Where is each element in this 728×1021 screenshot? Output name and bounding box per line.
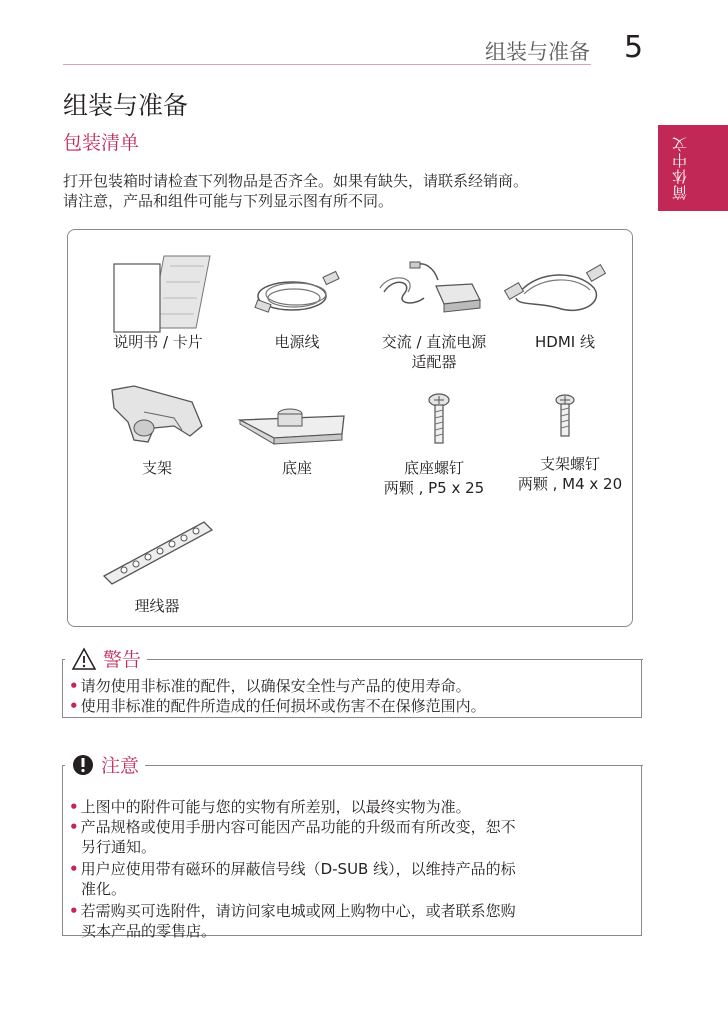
package-contents-box [67, 229, 633, 627]
page-number: 5 [624, 30, 644, 65]
power-cord-icon [244, 260, 354, 330]
caution-header [65, 751, 145, 778]
item-label-hdmi: HDMI 线 [535, 333, 595, 351]
stand-screw-icon [552, 392, 578, 442]
subsection-title: 包装清单 [63, 132, 140, 154]
caution-bullet-4: • 若需购买可选附件，请访问家电城或网上购物中心，或者联系您购 [69, 902, 516, 920]
cable-holder-icon [100, 518, 220, 588]
caution-bullet-2-cont: 另行通知。 [81, 838, 157, 856]
header-rule [63, 64, 591, 65]
item-label-manual: 说明书 / 卡片 [113, 333, 203, 351]
item-label-base-screw-2: 两颗 , P5 x 25 [383, 479, 485, 497]
item-label-stand: 支架 [141, 459, 172, 477]
item-label-stand-screw-2: 两颗 , M4 x 20 [517, 475, 623, 493]
caution-bullet-3: • 用户应使用带有磁环的屏蔽信号线（D-SUB 线），以维持产品的标 [69, 860, 516, 878]
item-label-adapter-2: 适配器 [411, 353, 457, 371]
caution-box [62, 755, 642, 940]
warning-triangle-icon [71, 647, 97, 671]
caution-title: 注意 [101, 755, 140, 777]
item-label-base-screw-1: 底座螺钉 [403, 459, 464, 477]
warning-bullet-1: • 请勿使用非标准的配件，以确保安全性与产品的使用寿命。 [69, 677, 471, 695]
caution-bullet-1: • 上图中的附件可能与您的实物有所差别，以最终实物为准。 [69, 798, 471, 816]
warning-box [62, 649, 642, 718]
intro-line-2: 请注意，产品和组件可能与下列显示图有所不同。 [63, 192, 394, 210]
stand-body-icon [104, 382, 214, 452]
header-title: 组装与准备 [485, 40, 590, 64]
item-label-adapter-1: 交流 / 直流电源 [381, 333, 487, 351]
item-label-base: 底座 [281, 459, 312, 477]
caution-bullet-2: • 产品规格或使用手册内容可能因产品功能的升级而有所改变，恕不 [69, 818, 516, 836]
warning-header [65, 645, 147, 672]
base-screw-icon [426, 392, 452, 448]
hdmi-cable-icon [498, 258, 618, 328]
item-label-stand-screw-1: 支架螺钉 [539, 455, 600, 473]
warning-bullet-2: • 使用非标准的配件所造成的任何损坏或伤害不在保修范围内。 [69, 697, 486, 715]
language-tab [658, 125, 728, 211]
stand-base-icon [234, 400, 354, 450]
language-tab-label: 简体中文 [671, 136, 689, 200]
warning-title: 警告 [103, 649, 142, 671]
caution-bullet-4-cont: 买本产品的零售店。 [81, 922, 217, 940]
item-label-power-cord: 电源线 [274, 333, 320, 351]
caution-bullet-3-cont: 准化。 [81, 880, 127, 898]
section-title: 组装与准备 [63, 91, 189, 120]
exclamation-circle-icon [71, 753, 95, 777]
item-label-cable-holder: 理线器 [134, 597, 180, 615]
ac-dc-adapter-icon [374, 256, 494, 326]
intro-line-1: 打开包装箱时请检查下列物品是否齐全。如果有缺失，请联系经销商。 [63, 172, 529, 190]
manual-card-icon [108, 252, 218, 342]
